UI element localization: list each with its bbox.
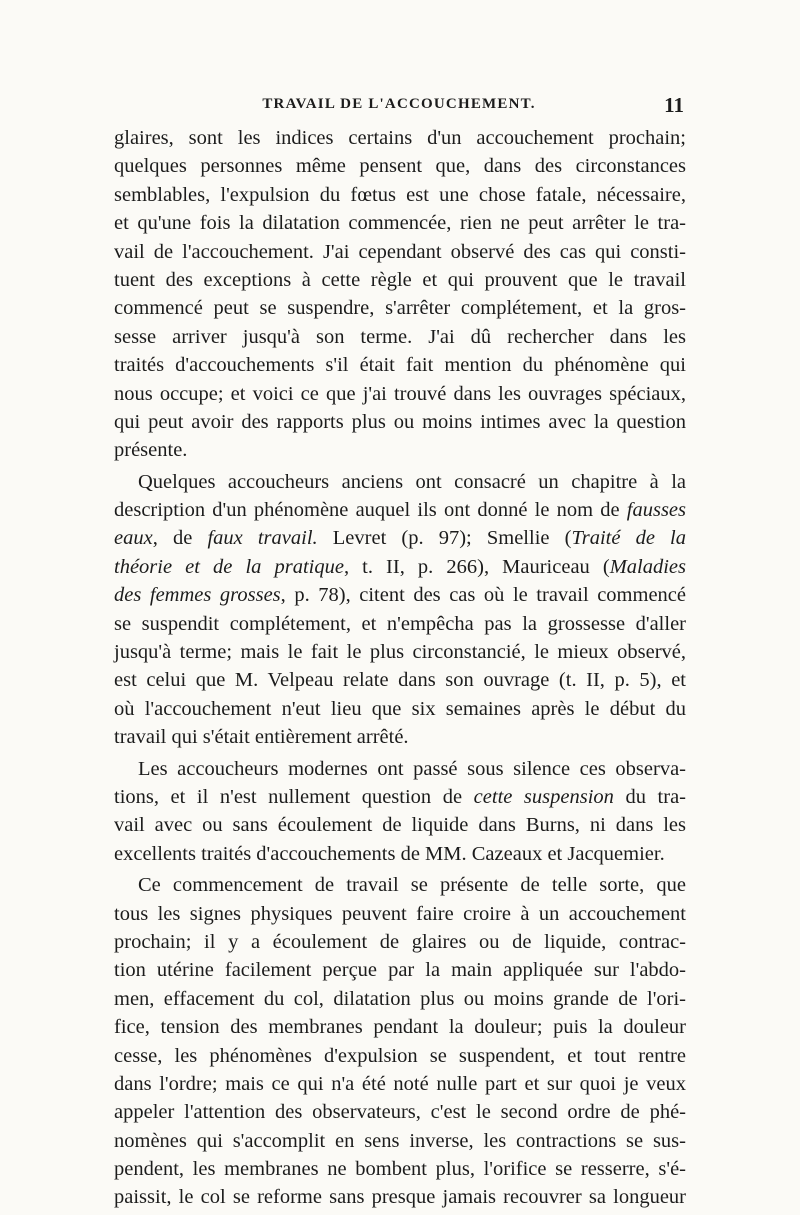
text-line: [114, 124, 686, 152]
text-segment: men, effacement du col, dilatation plus ou moins grande de l'ori-: [114, 987, 686, 1010]
text-line: [114, 181, 686, 209]
text-segment: vail avec ou sans écoulement de liquide dans Burns, ni dans les: [114, 814, 686, 837]
text-line: [114, 723, 686, 751]
italic-text: des femmes grosses: [114, 584, 281, 607]
text-segment: est celui que M. Velpeau relate dans son ouvrage (t. II, p. 5), et: [114, 669, 686, 692]
text-segment: travail qui s'était entièrement arrêté.: [114, 726, 409, 749]
text-segment: tous les signes physiques peuvent faire croire à un accouchement: [114, 902, 686, 925]
text-line: [114, 380, 686, 408]
text-segment: se suspendit complétement, et n'empêcha pas la grossesse d'aller: [114, 612, 686, 635]
italic-text: eaux: [114, 527, 153, 550]
text-segment: Ce commencement de travail se présente de telle sorte, que: [138, 874, 686, 897]
text-line: [114, 928, 686, 956]
page-number: 11: [664, 93, 684, 117]
text-line: [114, 152, 686, 180]
text-line: [114, 783, 686, 811]
text-line: [114, 524, 686, 552]
italic-text: fausses: [626, 499, 686, 522]
text-line: [114, 209, 686, 237]
text-segment: commencé peut se suspendre, s'arrêter complétement, et la gros-: [114, 297, 686, 320]
text-line: [114, 1155, 686, 1183]
text-segment: Les accoucheurs modernes ont passé sous silence ces observa-: [138, 757, 686, 780]
text-segment: quelques personnes même pensent que, dans des circonstances: [114, 155, 686, 178]
running-title: TRAVAIL DE L'ACCOUCHEMENT.: [262, 96, 536, 112]
text-segment: tions, et il n'est nullement question de: [114, 785, 474, 808]
text-segment: , de: [152, 527, 208, 550]
italic-text: Traité de la: [571, 527, 686, 550]
text-segment: Levret (p. 97); Smellie (: [317, 527, 572, 550]
italic-text: cette suspension: [473, 785, 614, 808]
text-line: [114, 1098, 686, 1126]
text-line: [114, 1127, 686, 1155]
text-segment: pendent, les membranes ne bombent plus, l'orifice se resserre, s'é-: [114, 1158, 686, 1181]
body-text: [114, 124, 686, 1212]
text-line: [114, 985, 686, 1013]
text-segment: du tra-: [613, 785, 686, 808]
text-segment: nomènes qui s'accomplit en sens inverse, les contractions se sus-: [114, 1129, 686, 1152]
text-line: [114, 1183, 686, 1211]
text-line: [114, 840, 686, 868]
text-line: [114, 408, 686, 436]
text-line: [114, 1070, 686, 1098]
text-segment: où l'accouchement n'eut lieu que six semaines après le début du: [114, 697, 686, 720]
text-line: [114, 351, 686, 379]
text-line: [114, 610, 686, 638]
text-line: [114, 956, 686, 984]
text-segment: , p. 78), citent des cas où le travail commencé: [280, 584, 686, 607]
text-segment: appeler l'attention des observateurs, c'est le second ordre de phé-: [114, 1101, 686, 1124]
text-line: [114, 436, 686, 464]
running-head: [114, 93, 684, 120]
text-line: [114, 811, 686, 839]
text-segment: sesse arriver jusqu'à son terme. J'ai dû rechercher dans les: [114, 325, 686, 348]
text-segment: tuent des exceptions à cette règle et qui prouvent que le travail: [114, 268, 686, 291]
text-segment: dans l'ordre; mais ce qui n'a été noté nulle part et sur quoi je veux: [114, 1072, 686, 1095]
italic-text: théorie et de la pratique: [114, 555, 344, 578]
text-segment: jusqu'à terme; mais le fait le plus circonstancié, le mieux observé,: [114, 641, 686, 664]
text-line: [114, 553, 686, 581]
text-segment: prochain; il y a écoulement de glaires ou de liquide, contrac-: [114, 930, 686, 953]
italic-text: faux travail.: [207, 527, 318, 550]
text-segment: fice, tension des membranes pendant la douleur; puis la douleur: [114, 1016, 686, 1039]
text-segment: semblables, l'expulsion du fœtus est une chose fatale, nécessaire,: [114, 183, 686, 206]
text-line: [114, 1042, 686, 1070]
text-segment: tion utérine facilement perçue par la main appliquée sur l'abdo-: [114, 959, 686, 982]
text-segment: Quelques accoucheurs anciens ont consacré un chapitre à la: [138, 470, 686, 493]
text-line: [114, 1013, 686, 1041]
text-line: [114, 468, 686, 496]
text-line: [114, 294, 686, 322]
text-line: [114, 266, 686, 294]
text-line: [114, 238, 686, 266]
text-segment: description d'un phénomène auquel ils ont donné le nom de: [114, 499, 627, 522]
text-segment: et qu'une fois la dilatation commencée, rien ne peut arrêter le tra-: [114, 212, 686, 235]
text-segment: nous occupe; et voici ce que j'ai trouvé dans les ouvrages spéciaux,: [114, 382, 686, 405]
italic-text: Maladies: [609, 555, 687, 578]
text-segment: cesse, les phénomènes d'expulsion se suspendent, et tout rentre: [114, 1044, 686, 1067]
text-segment: qui peut avoir des rapports plus ou moins intimes avec la question: [114, 410, 686, 433]
text-line: [114, 900, 686, 928]
text-line: [114, 638, 686, 666]
text-line: [114, 695, 686, 723]
text-segment: excellents traités d'accouchements de MM. Cazeaux et Jacquemier.: [114, 842, 665, 865]
text-segment: traités d'accouchements s'il était fait mention du phénomène qui: [114, 354, 686, 377]
text-line: [114, 323, 686, 351]
text-segment: présente.: [114, 439, 188, 462]
text-line: [114, 666, 686, 694]
text-line: [114, 581, 686, 609]
text-line: [114, 755, 686, 783]
text-segment: vail de l'accouchement. J'ai cependant observé des cas qui consti-: [114, 240, 686, 263]
text-segment: , t. II, p. 266), Mauriceau (: [343, 555, 610, 578]
text-line: [114, 496, 686, 524]
text-line: [114, 871, 686, 899]
text-segment: glaires, sont les indices certains d'un accouchement prochain;: [114, 127, 686, 149]
text-segment: paissit, le col se reforme sans presque jamais recouvrer sa longueur: [114, 1186, 686, 1209]
